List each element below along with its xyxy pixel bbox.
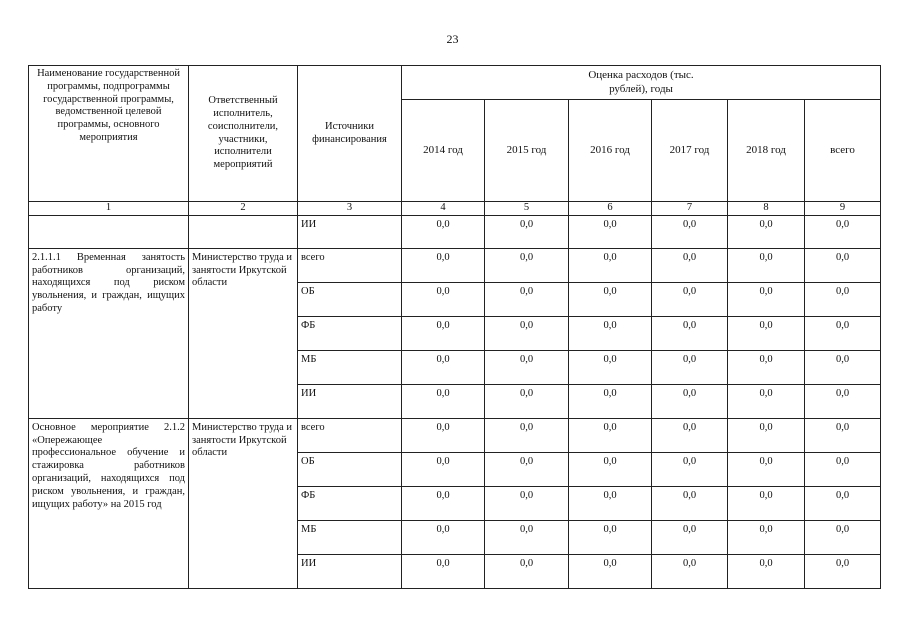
column-number: 6 xyxy=(569,202,652,216)
funding-source-cell: МБ xyxy=(298,350,402,384)
table-row xyxy=(29,215,881,248)
funding-source-cell: ФБ xyxy=(298,486,402,520)
amount-cell: 0,0 xyxy=(728,486,805,520)
amount-cell: 0,0 xyxy=(402,486,485,520)
amount-cell: 0,0 xyxy=(569,350,652,384)
executor-cell: Министерство труда и занятости Иркутской области xyxy=(189,248,298,418)
amount-cell: 0,0 xyxy=(805,248,881,282)
amount-cell: 0,0 xyxy=(652,316,728,350)
amount-cell: 0,0 xyxy=(805,384,881,418)
amount-cell: 0,0 xyxy=(402,520,485,554)
amount-cell: 0,0 xyxy=(652,350,728,384)
amount-cell: 0,0 xyxy=(805,486,881,520)
amount-cell: 0,0 xyxy=(485,350,569,384)
expenditure-table xyxy=(28,65,881,589)
header-year: 2017 год xyxy=(652,100,728,202)
amount-cell: 0,0 xyxy=(569,215,652,248)
amount-cell: 0,0 xyxy=(728,215,805,248)
amount-cell: 0,0 xyxy=(402,452,485,486)
funding-source-cell: ОБ xyxy=(298,282,402,316)
column-number: 1 xyxy=(29,202,189,216)
column-numbers-row xyxy=(29,202,881,216)
amount-cell: 0,0 xyxy=(805,418,881,452)
amount-cell: 0,0 xyxy=(805,554,881,588)
funding-source-cell: ФБ xyxy=(298,316,402,350)
header-sources: Источники финансирования xyxy=(298,66,402,202)
amount-cell: 0,0 xyxy=(805,215,881,248)
funding-source-cell: ИИ xyxy=(298,554,402,588)
amount-cell: 0,0 xyxy=(805,452,881,486)
funding-source-cell: ИИ xyxy=(298,215,402,248)
header-year: всего xyxy=(805,100,881,202)
column-number: 3 xyxy=(298,202,402,216)
amount-cell: 0,0 xyxy=(569,452,652,486)
amount-cell: 0,0 xyxy=(652,248,728,282)
table-row xyxy=(29,248,881,282)
amount-cell: 0,0 xyxy=(728,520,805,554)
amount-cell: 0,0 xyxy=(485,486,569,520)
amount-cell: 0,0 xyxy=(728,384,805,418)
funding-source-cell: МБ xyxy=(298,520,402,554)
funding-source-cell: ОБ xyxy=(298,452,402,486)
header-name: Наименование государственной программы, подпрограммы государственной программы, ведомственной целевой программы, основного мероприятия xyxy=(29,66,189,202)
amount-cell: 0,0 xyxy=(485,554,569,588)
amount-cell: 0,0 xyxy=(805,282,881,316)
amount-cell: 0,0 xyxy=(728,554,805,588)
measure-name-cell: 2.1.1.1 Временная занятость работников организаций, находящихся под риском увольнения, и граждан, ищущих работу xyxy=(29,248,189,418)
amount-cell: 0,0 xyxy=(485,418,569,452)
amount-cell: 0,0 xyxy=(652,554,728,588)
amount-cell: 0,0 xyxy=(402,282,485,316)
amount-cell: 0,0 xyxy=(652,384,728,418)
amount-cell: 0,0 xyxy=(569,384,652,418)
column-number: 7 xyxy=(652,202,728,216)
amount-cell: 0,0 xyxy=(485,282,569,316)
header-year: 2015 год xyxy=(485,100,569,202)
amount-cell: 0,0 xyxy=(569,554,652,588)
funding-source-cell: всего xyxy=(298,418,402,452)
amount-cell: 0,0 xyxy=(402,215,485,248)
amount-cell: 0,0 xyxy=(728,350,805,384)
amount-cell: 0,0 xyxy=(728,282,805,316)
column-number: 8 xyxy=(728,202,805,216)
header-year: 2014 год xyxy=(402,100,485,202)
measure-name-cell xyxy=(29,215,189,248)
amount-cell: 0,0 xyxy=(652,418,728,452)
funding-source-cell: всего xyxy=(298,248,402,282)
header-year: 2018 год xyxy=(728,100,805,202)
amount-cell: 0,0 xyxy=(652,282,728,316)
amount-cell: 0,0 xyxy=(728,452,805,486)
amount-cell: 0,0 xyxy=(652,452,728,486)
amount-cell: 0,0 xyxy=(402,418,485,452)
amount-cell: 0,0 xyxy=(402,248,485,282)
header-year: 2016 год xyxy=(569,100,652,202)
amount-cell: 0,0 xyxy=(652,520,728,554)
amount-cell: 0,0 xyxy=(569,486,652,520)
amount-cell: 0,0 xyxy=(652,486,728,520)
executor-cell xyxy=(189,215,298,248)
amount-cell: 0,0 xyxy=(485,452,569,486)
amount-cell: 0,0 xyxy=(402,350,485,384)
header-estimate xyxy=(402,66,881,100)
amount-cell: 0,0 xyxy=(652,215,728,248)
amount-cell: 0,0 xyxy=(569,520,652,554)
amount-cell: 0,0 xyxy=(485,215,569,248)
amount-cell: 0,0 xyxy=(485,520,569,554)
amount-cell: 0,0 xyxy=(805,520,881,554)
column-number: 5 xyxy=(485,202,569,216)
column-number: 4 xyxy=(402,202,485,216)
amount-cell: 0,0 xyxy=(728,248,805,282)
column-number: 2 xyxy=(189,202,298,216)
amount-cell: 0,0 xyxy=(485,384,569,418)
page-number: 23 xyxy=(446,32,459,46)
amount-cell: 0,0 xyxy=(569,282,652,316)
amount-cell: 0,0 xyxy=(402,316,485,350)
measure-name-cell: Основное мероприятие 2.1.2 «Опережающее профессиональное обучение и стажировка работников организаций, находящихся под риском увольнения, и граждан, ищущих работу» на 2015 год xyxy=(29,418,189,588)
amount-cell: 0,0 xyxy=(728,316,805,350)
amount-cell: 0,0 xyxy=(485,316,569,350)
amount-cell: 0,0 xyxy=(569,316,652,350)
amount-cell: 0,0 xyxy=(485,248,569,282)
amount-cell: 0,0 xyxy=(569,418,652,452)
header-estimate-text: Оценка расходов (тыс. рублей), годы xyxy=(588,69,694,95)
amount-cell: 0,0 xyxy=(402,384,485,418)
funding-source-cell: ИИ xyxy=(298,384,402,418)
amount-cell: 0,0 xyxy=(805,316,881,350)
amount-cell: 0,0 xyxy=(805,350,881,384)
column-number: 9 xyxy=(805,202,881,216)
header-executor: Ответственный исполнитель, соисполнители, участники, исполнители мероприятий xyxy=(189,66,298,202)
amount-cell: 0,0 xyxy=(402,554,485,588)
executor-cell: Министерство труда и занятости Иркутской области xyxy=(189,418,298,588)
amount-cell: 0,0 xyxy=(569,248,652,282)
amount-cell: 0,0 xyxy=(728,418,805,452)
table-row xyxy=(29,418,881,452)
